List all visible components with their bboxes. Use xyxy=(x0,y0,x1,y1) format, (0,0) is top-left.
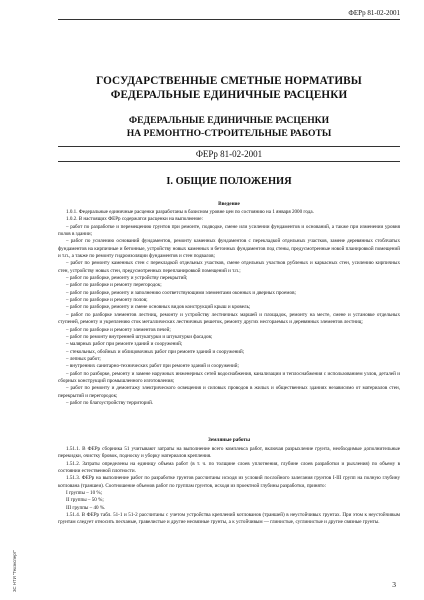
main-title-line-2: ФЕДЕРАЛЬНЫЕ ЕДИНИЧНЫЕ РАСЦЕНКИ xyxy=(110,89,348,101)
document-code: ФЕРр 81-02-2001 xyxy=(195,149,263,159)
earthworks-paragraph: 1.51.2. Затраты определены на единицу объема работ (в т. ч. по толщине слоев уплотнения, глубине слоев разработки и рыхления) по объему в состоянии естественной плотности. xyxy=(58,460,400,475)
intro-paragraph: – работ по благоустройству территорий. xyxy=(66,399,154,406)
doc-code-rule-bottom xyxy=(58,161,400,162)
intro-paragraph: – малярных работ при ремонте зданий и сооружений; xyxy=(66,341,183,348)
earthworks-body xyxy=(58,446,400,527)
intro-paragraph: – работ по ремонту внутренней штукатурки и штукатурки фасадов; xyxy=(66,333,213,340)
intro-paragraph: – работ по усилению оснований фундаментов, ремонту каменных фундаментов с перекладкой отдельных участков, замене деревянных стоблчатых фундаментов на кирпичные и бетонные, устройству новых каменных и бетонных фундаментов под стены, предусмотренные новой планировкой помещений и т.п., а также по ремонту гидроизоляции фундаментов и стен подвалов; xyxy=(58,238,400,260)
intro-paragraph: – работ по разработке и перемещению грунтов при ремонте, подводке, смене или усилении фундаментов и оснований, а также при изменении уровня полов в здании; xyxy=(58,223,400,238)
earthworks-paragraph: III группы – 40 %. xyxy=(66,504,106,511)
intro-paragraph: – стекольных, обойных и облицовочных работ при ремонте зданий и сооружений; xyxy=(66,348,245,355)
intro-paragraph: – работ по разборке и ремонту элементов печей; xyxy=(66,326,171,333)
header-divider xyxy=(58,19,400,20)
earthworks-paragraph: II группы – 50 %; xyxy=(66,497,104,504)
intro-paragraph: – работ по разборке, ремонту и устройству перекрытий; xyxy=(66,275,188,282)
subtitle-line-2: НА РЕМОНТНО-СТРОИТЕЛЬНЫЕ РАБОТЫ xyxy=(126,127,332,139)
intro-paragraph: – работ по ремонту и демонтажу электрического освещения и силовых проводов в жилых и общественных зданиях независимо от материалов стен, перекрытий и перегородок; xyxy=(58,385,400,399)
subtitle xyxy=(58,115,400,140)
intro-body xyxy=(58,209,400,407)
intro-paragraph: – внутренних санитарно-технических работ при ремонте зданий и сооружений; xyxy=(66,363,239,370)
earthworks-heading: Земляные работы xyxy=(207,437,251,443)
earthworks-paragraph: 1.51.4. В ФЕРр табл. 51-1 и 51-2 рассчитаны с учетом устройства креплений котлованов (траншей) в неустойчивых грунтах. При этом к неустойчивым грунтам следует относить песчаные, гравелистые и другие несвязные грунты, а к устойчивым — глинистые, суглинистые и другие связные грунты. xyxy=(58,512,400,526)
intro-paragraph: 1.0.1. Федеральные единичные расценки разработаны в базисном уровне цен по состоянию на 1 января 2000 года. xyxy=(66,209,314,215)
intro-paragraph: – работ по ремонту каменных стен с перекладкой отдельных участков, смене отдельных участков рубленых и каркасных стен, усилению кирпичных стен, устройству новых стен, предусмотренных перепланировкой помещений и т.п.; xyxy=(58,260,400,274)
earthworks-paragraph: I группы – 10 %; xyxy=(66,490,103,497)
intro-paragraph: – работ по разборке элементов лестниц, ремонту и устройству лестничных маршей и площадок, ремонту на месте, смене и установке отдельных ступеней, ремонту и укреплению сток металлических лестничных решеток, ремонту других несгораемых и деревянных элементов лестниц; xyxy=(58,311,400,326)
intro-paragraph: – лепных работ; xyxy=(66,355,101,362)
intro-paragraph: 1.0.2. В настоящих ФЕРр содержатся расценки на выполнение: xyxy=(66,216,203,223)
intro-paragraph: – работ по разборке, ремонту и замене наружных инженерных сетей водоснабжения, канализации и теплоснабжения с использованием узлов, деталей и сборных конструкций промышленного изготовления; xyxy=(58,370,400,384)
side-note-text: ЗС НТИ "Техэксперт" xyxy=(12,550,17,592)
intro-paragraph: – работ по разборке, ремонту и смене основных видов конструкций крыш и кровель; xyxy=(66,304,251,311)
intro-paragraph: – работ по разборке и ремонту полов; xyxy=(66,297,148,304)
main-title xyxy=(58,74,400,102)
page-number: 3 xyxy=(392,580,396,589)
earthworks-paragraph: 1.51.1. В ФЕРр сборника 51 учитывают затраты на выполнение всего комплекса работ, включая разрыхление грунта, необходимые дополнительные перекидки, очистку бровок, подноску и уборку материалов крепления. xyxy=(58,446,400,460)
header-code: ФЕРр 81-02-2001 xyxy=(348,9,400,17)
side-note xyxy=(12,544,20,592)
section-title: I. ОБЩИЕ ПОЛОЖЕНИЯ xyxy=(166,176,292,187)
intro-paragraph: – работ по разборке и ремонту перегородок; xyxy=(66,282,162,289)
main-title-line-1: ГОСУДАРСТВЕННЫЕ СМЕТНЫЕ НОРМАТИВЫ xyxy=(96,75,362,87)
intro-paragraph: – работ по разборке, ремонту и заполнению соответствующими элементами оконных и дверных проемов; xyxy=(66,289,296,296)
doc-code-rule-top xyxy=(58,146,400,147)
earthworks-paragraph: 1.51.3. ФЕРр на выполнение работ по разработке грунтов рассчитаны исходя из условий послойного залегания грунтов I-III групп на полную глубину котлована (траншеи). Соотношение объемов работ по группам грунтов, исходя из проектной глубины разработки, принято: xyxy=(58,475,400,489)
intro-heading: Введение xyxy=(218,201,240,207)
subtitle-line-1: ФЕДЕРАЛЬНЫЕ ЕДИНИЧНЫЕ РАСЦЕНКИ xyxy=(128,115,330,126)
